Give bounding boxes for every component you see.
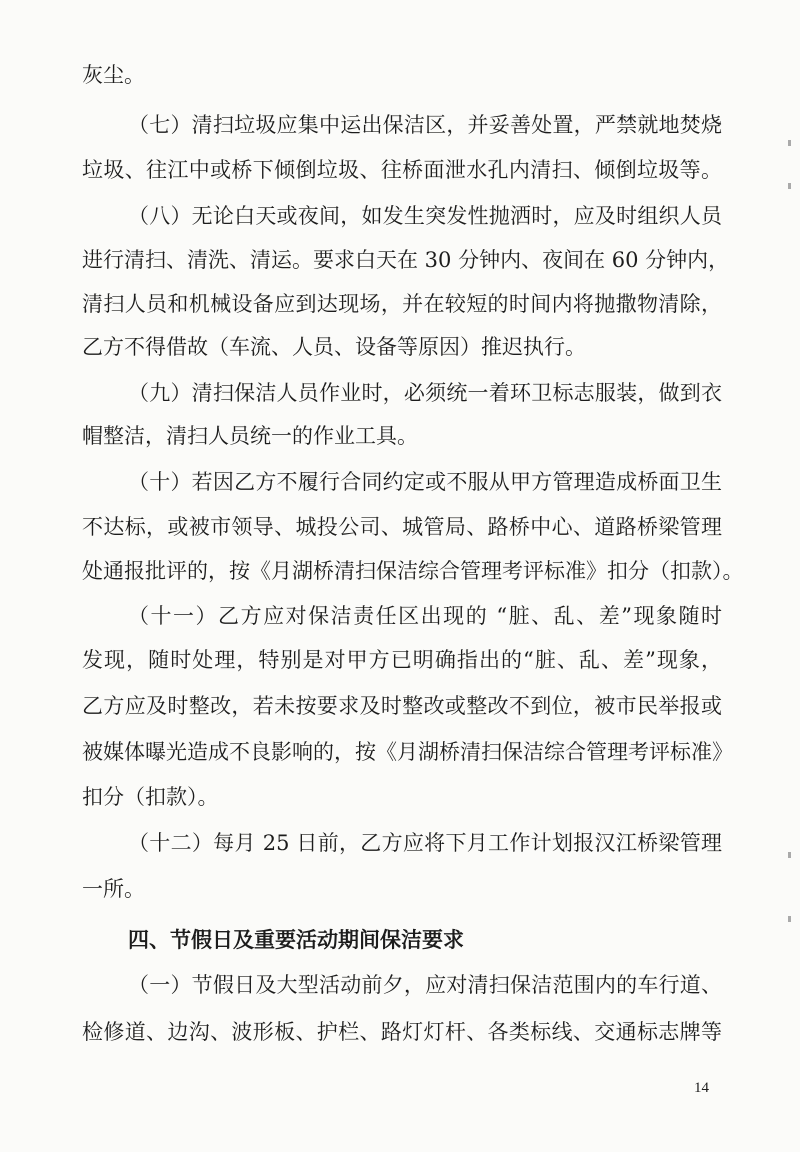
scan-mark bbox=[788, 852, 791, 858]
text-line: （一）节假日及大型活动前夕，应对清扫保洁范围内的车行道、 bbox=[128, 973, 722, 997]
text-line: （七）清扫垃圾应集中运出保洁区，并妥善处置，严禁就地焚烧 bbox=[128, 113, 722, 137]
text-line: 扣分（扣款）。 bbox=[82, 785, 219, 809]
text-line: （九）清扫保洁人员作业时，必须统一着环卫标志服装，做到衣 bbox=[128, 381, 722, 405]
text-line: 被媒体曝光造成不良影响的，按《月湖桥清扫保洁综合管理考评标准》 bbox=[82, 740, 733, 764]
text-line: （八）无论白天或夜间，如发生突发性抛洒时，应及时组织人员 bbox=[128, 204, 722, 228]
text-line: 垃圾、往江中或桥下倾倒垃圾、往桥面泄水孔内清扫、倾倒垃圾等。 bbox=[82, 158, 722, 182]
text-line: （十）若因乙方不履行合同约定或不服从甲方管理造成桥面卫生 bbox=[128, 470, 722, 494]
scan-mark bbox=[788, 916, 791, 922]
scan-mark bbox=[788, 183, 791, 189]
text-line: （十一）乙方应对保洁责任区出现的 “脏、乱、差”现象随时 bbox=[128, 604, 722, 628]
text-line: 清扫人员和机械设备应到达现场，并在较短的时间内将抛撒物清除， bbox=[82, 292, 722, 316]
text-line: 进行清扫、清洗、清运。要求白天在 30 分钟内、夜间在 60 分钟内， bbox=[82, 248, 730, 272]
text-line: （十二）每月 25 日前，乙方应将下月工作计划报汉江桥梁管理 bbox=[128, 831, 722, 855]
text-line: 一所。 bbox=[82, 877, 145, 901]
text-line: 不达标，或被市领导、城投公司、城管局、路桥中心、道路桥梁管理 bbox=[82, 515, 722, 539]
text-line: 乙方不得借故（车流、人员、设备等原因）推迟执行。 bbox=[82, 335, 586, 359]
text-line: 发现，随时处理，特别是对甲方已明确指出的“脏、乱、差”现象， bbox=[82, 648, 722, 672]
text-line: 检修道、边沟、波形板、护栏、路灯灯杆、各类标线、交通标志牌等 bbox=[82, 1020, 722, 1044]
page-number: 14 bbox=[694, 1080, 709, 1096]
text-line: 处通报批评的，按《月湖桥清扫保洁综合管理考评标准》扣分（扣款）。 bbox=[82, 559, 744, 583]
scan-mark bbox=[788, 140, 791, 146]
text-line: 帽整洁，清扫人员统一的作业工具。 bbox=[82, 424, 418, 448]
section-heading: 四、节假日及重要活动期间保洁要求 bbox=[128, 927, 464, 952]
text-line: 乙方应及时整改，若未按要求及时整改或整改不到位，被市民举报或 bbox=[82, 694, 722, 718]
text-line: 灰尘。 bbox=[82, 63, 145, 87]
